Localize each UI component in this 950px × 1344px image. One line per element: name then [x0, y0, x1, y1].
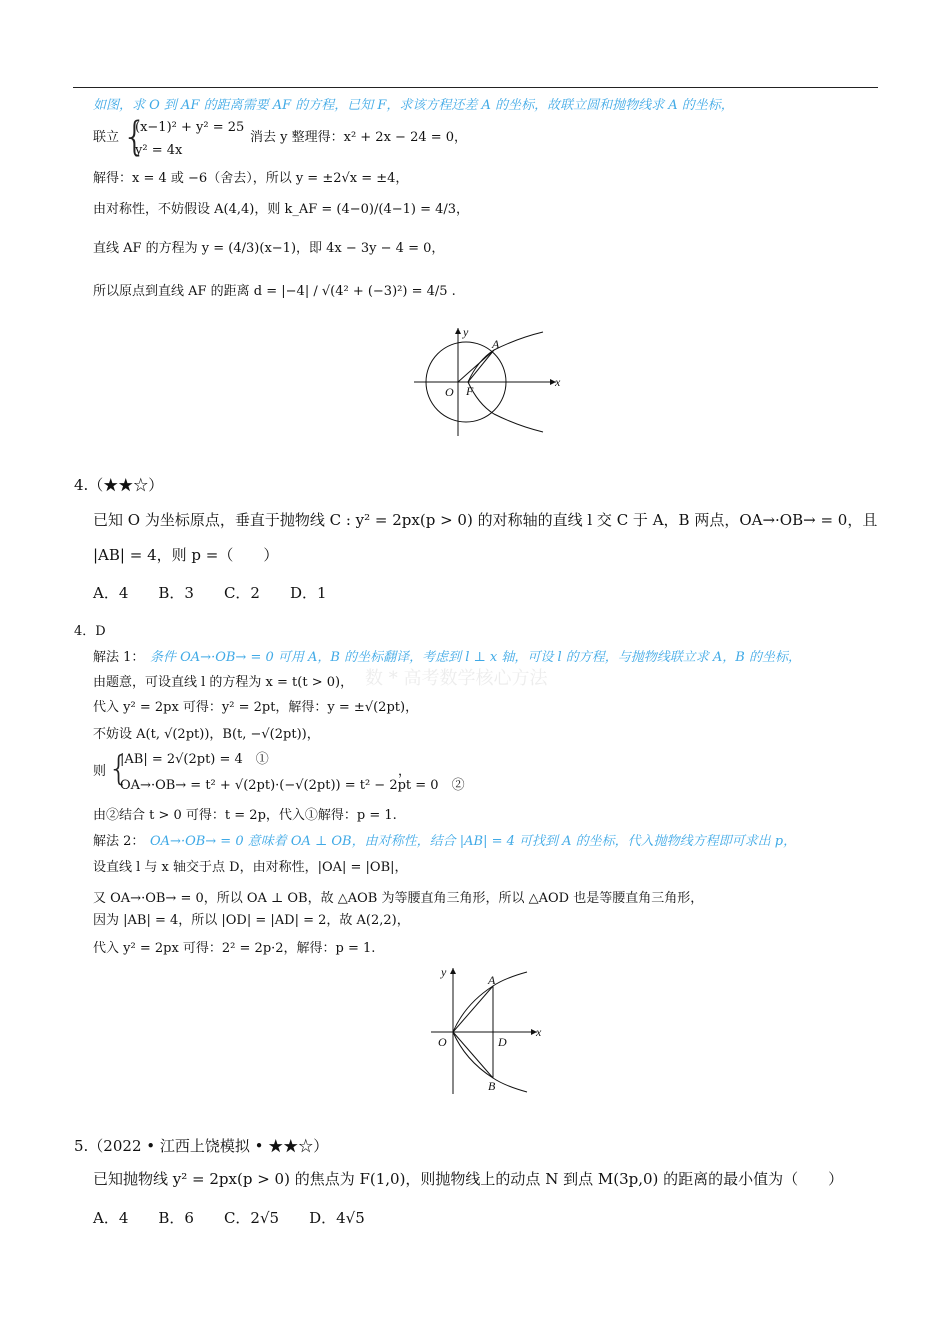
segment-oa — [458, 350, 494, 382]
solution4-line7: 因为 |AB| = 4，所以 |OD| = |AD| = 2，故 A(2,2)， — [93, 913, 410, 928]
solution4-line1: 由题意，可设直线 l 的方程为 x = t(t > 0)， — [93, 675, 354, 690]
header-rule — [73, 87, 878, 88]
segment-af — [468, 350, 494, 382]
solution4-line5: 设直线 l 与 x 轴交于点 D，由对称性，|OA| = |OB|， — [93, 860, 408, 875]
then-label: 则 — [93, 764, 107, 779]
label-y: y — [463, 325, 469, 339]
system-brace-2: { — [108, 749, 130, 789]
line-af-equation: 直线 AF 的方程为 y = (4/3)(x−1)，即 4x − 3y − 4 = 0， — [93, 241, 445, 256]
problem4-text-line2: |AB| = 4，则 p =（ ） — [93, 546, 279, 564]
distance-line: 所以原点到直线 AF 的距离 d = |−4| / √(4² + (−3)²) = 4/5 . — [93, 284, 456, 299]
figure-parabola-triangle — [425, 962, 555, 1096]
label-o: O — [438, 1035, 447, 1049]
system2-equation-1: |AB| = 2√(2pt) = 4 ① — [120, 752, 269, 767]
solution4-line8: 代入 y² = 2px 可得：2² = 2p·2，解得：p = 1. — [93, 941, 376, 956]
solution4-line6: 又 OA→·OB→ = 0，所以 OA ⊥ OB，故 △AOB 为等腰直角三角形，所以 △AOD 也是等腰直角三角形， — [93, 891, 704, 906]
symmetry-line: 由对称性，不妨假设 A(4,4)，则 k_AF = (4−0)/(4−1) = 4/3， — [93, 202, 470, 217]
system-brace: { — [122, 114, 148, 160]
method1-hint: 条件 OA→·OB→ = 0 可用 A，B 的坐标翻译，考虑到 l ⊥ x 轴，可设 l 的方程，与抛物线联立求 A，B 的坐标， — [150, 650, 801, 665]
problem5-text: 已知抛物线 y² = 2px(p > 0) 的焦点为 F(1,0)，则抛物线上的动点 N 到点 M(3p,0) 的距离的最小值为（ ） — [93, 1170, 844, 1188]
label-o: O — [445, 385, 454, 399]
system-result: 消去 y 整理得：x² + 2x − 24 = 0， — [250, 130, 468, 145]
problem4-header: 4.（★★☆） — [74, 476, 164, 494]
segment-ob — [453, 1032, 493, 1078]
label-a: A — [488, 973, 496, 987]
problem4-text-line1: 已知 O 为坐标原点，垂直于抛物线 C : y² = 2px(p > 0) 的对称轴的直线 l 交 C 于 A，B 两点，OA→·OB→ = 0，且 — [93, 511, 878, 529]
problem5-options: A．4 B．6 C．2√5 D．4√5 — [93, 1209, 365, 1227]
segment-oa — [453, 986, 493, 1032]
problem4-options: A．4 B．3 C．2 D．1 — [93, 584, 327, 602]
solution4-line3: 不妨设 A(t, √(2pt))，B(t, −√(2pt))， — [93, 727, 320, 742]
label-x: x — [536, 1025, 542, 1039]
method2-label: 解法 2： — [93, 834, 145, 849]
method1-label: 解法 1： — [93, 650, 145, 665]
system2-end: ， — [398, 764, 412, 779]
solution4-line4: 由②结合 t > 0 可得：t = 2p，代入①解得：p = 1. — [93, 808, 397, 823]
label-b: B — [488, 1079, 496, 1093]
label-a: A — [492, 337, 500, 351]
system-prefix: 联立 — [93, 130, 120, 145]
solution4-answer: 4．D — [74, 624, 106, 639]
figure-circle-parabola — [408, 320, 578, 440]
system-equation-1: (x−1)² + y² = 25 — [135, 120, 245, 135]
solution3-hint: 如图，求 O 到 AF 的距离需要 AF 的方程，已知 F，求该方程还差 A 的坐标，故联立圆和抛物线求 A 的坐标， — [93, 98, 734, 113]
label-f: F — [466, 384, 474, 398]
method2-hint: OA→·OB→ = 0 意味着 OA ⊥ OB，由对称性，结合 |AB| = 4 可找到 A 的坐标，代入抛物线方程即可求出 p， — [150, 834, 797, 849]
problem5-header: 5.（2022 • 江西上饶模拟 • ★★☆） — [74, 1137, 329, 1155]
solution4-line2: 代入 y² = 2px 可得：y² = 2pt，解得：y = ±√(2pt)， — [93, 700, 419, 715]
watermark: 数 * 高考数学核心方法 — [365, 668, 548, 689]
label-y: y — [441, 965, 447, 979]
system2-equation-2: OA→·OB→ = t² + √(2pt)·(−√(2pt)) = t² − 2pt = 0 ② — [120, 778, 465, 793]
label-d: D — [498, 1035, 507, 1049]
system-equation-2: y² = 4x — [135, 143, 183, 158]
solve-line: 解得：x = 4 或 −6（舍去），所以 y = ±2√x = ±4， — [93, 171, 409, 186]
label-x: x — [555, 375, 561, 389]
